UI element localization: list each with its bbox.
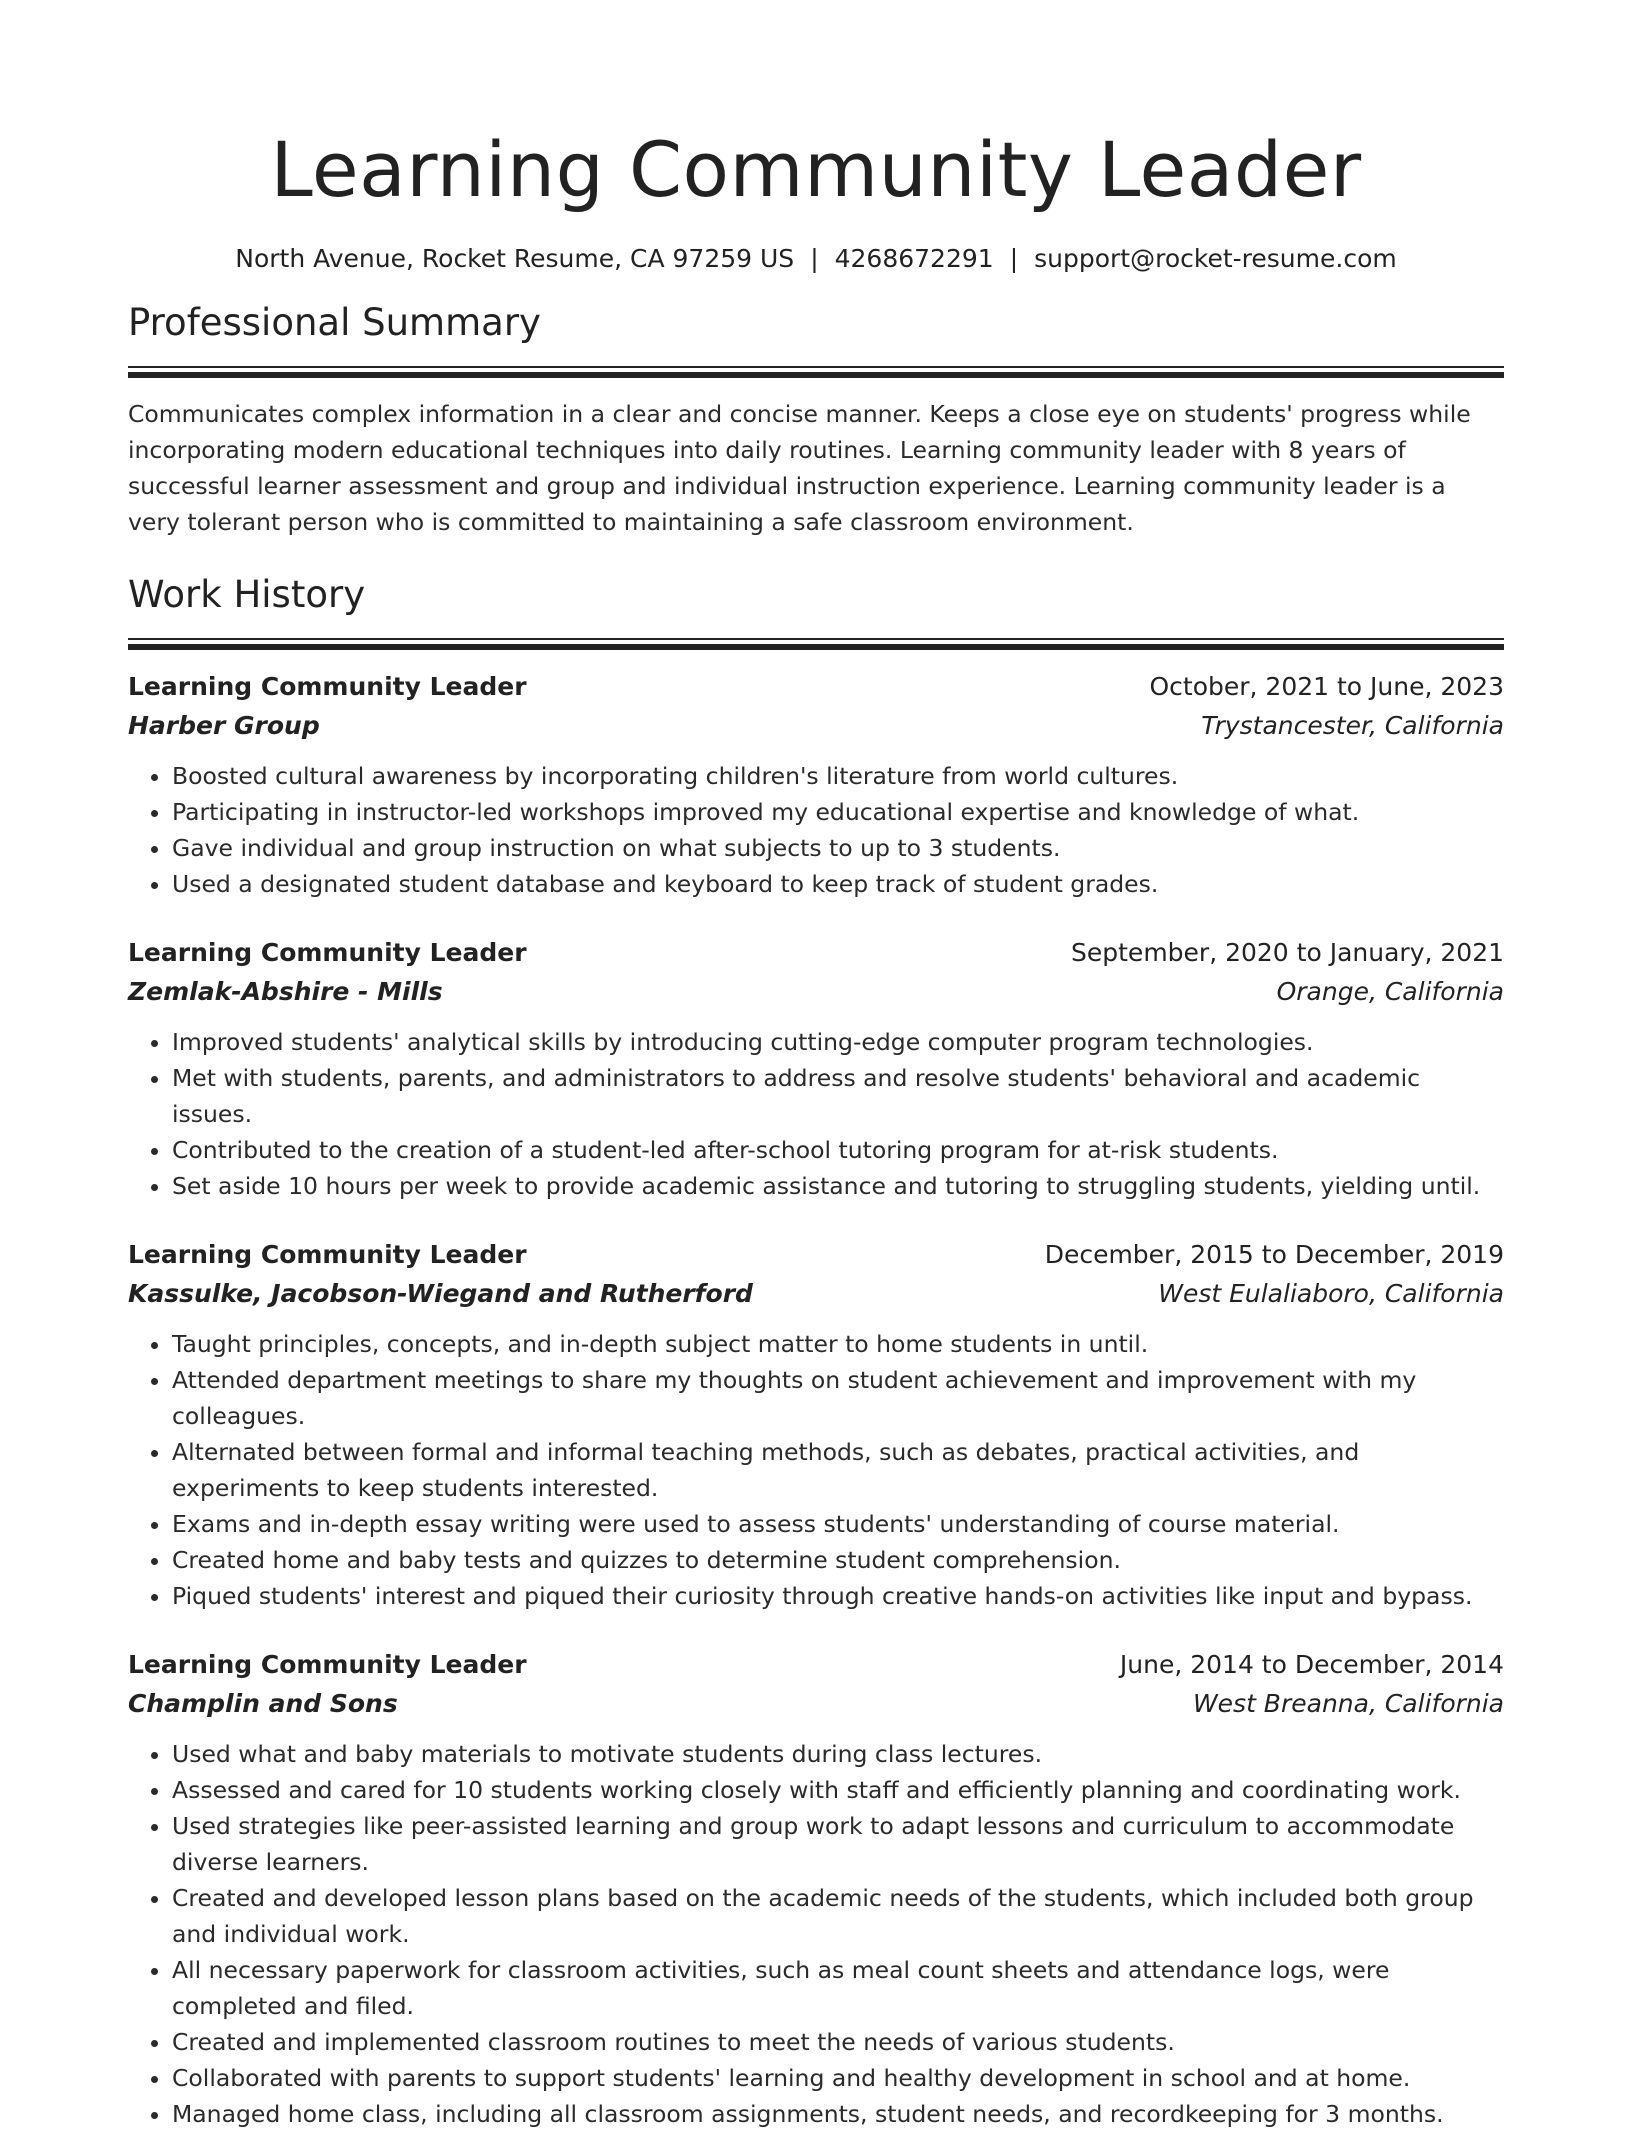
- resume-name: Learning Community Leader: [270, 125, 1362, 214]
- work-history-section: [128, 570, 1504, 2132]
- job-bullets: [128, 1326, 1504, 1614]
- section-title-summary: Professional Summary: [128, 301, 541, 344]
- job-title: Learning Community Leader: [128, 938, 527, 967]
- job-location: Trystancester, California: [1201, 711, 1504, 740]
- summary-text: Communicates complex information in a clear and concise manner. Keeps a close eye on students' progress while incorporating modern educational techniques into daily routines. Learning community leader with 8 years of successful learner assessment and group and individual instruction experience. Learning community leader is a very tolerant person who is committed to maintaining a safe classroom environment.: [128, 400, 1471, 536]
- job-entry: [128, 668, 1504, 902]
- job-dates: September, 2020 to January, 2021: [1071, 938, 1504, 967]
- job-bullet: • Created and implemented classroom routines to meet the needs of various students.: [172, 2024, 1504, 2060]
- job-company: Harber Group: [128, 711, 320, 740]
- job-entry: [128, 934, 1504, 1204]
- job-location: West Breanna, California: [1192, 1689, 1504, 1718]
- job-bullet: • Used strategies like peer-assisted learning and group work to adapt lessons and curriculum to accommodate diverse learners.: [172, 1808, 1504, 1880]
- job-bullets: [128, 758, 1504, 902]
- contact-email: support@rocket-resume.com: [1034, 244, 1397, 273]
- job-bullet: • Piqued students' interest and piqued their curiosity through creative hands-on activities like input and bypass.: [172, 1578, 1504, 1614]
- job-bullet: • Attended department meetings to share my thoughts on student achievement and improvement with my colleagues.: [172, 1362, 1504, 1434]
- contact-phone: 4268672291: [834, 244, 994, 273]
- job-bullet: • All necessary paperwork for classroom activities, such as meal count sheets and attendance logs, were completed and filed.: [172, 1952, 1504, 2024]
- job-bullet: • Gave individual and group instruction on what subjects to up to 3 students.: [172, 830, 1504, 866]
- contact-line: [128, 242, 1504, 276]
- contact-separator: |: [1009, 244, 1019, 273]
- job-company: Kassulke, Jacobson-Wiegand and Rutherford: [128, 1279, 753, 1308]
- job-location: Orange, California: [1276, 977, 1504, 1006]
- job-bullet: • Met with students, parents, and administrators to address and resolve students' behavioral and academic issues.: [172, 1060, 1504, 1132]
- job-title: Learning Community Leader: [128, 672, 527, 701]
- job-bullet: • Set aside 10 hours per week to provide academic assistance and tutoring to struggling students, yielding until.: [172, 1168, 1504, 1204]
- section-divider: [128, 638, 1504, 650]
- contact-address: North Avenue, Rocket Resume, CA 97259 US: [235, 244, 795, 273]
- job-bullets: [128, 1024, 1504, 1204]
- job-bullet: • Exams and in-depth essay writing were used to assess students' understanding of course material.: [172, 1506, 1504, 1542]
- job-title: Learning Community Leader: [128, 1240, 527, 1269]
- job-bullet: • Contributed to the creation of a student-led after-school tutoring program for at-risk students.: [172, 1132, 1504, 1168]
- summary-section: [128, 298, 1504, 540]
- job-company: Zemlak-Abshire - Mills: [128, 977, 443, 1006]
- job-company: Champlin and Sons: [128, 1689, 398, 1718]
- job-dates: June, 2014 to December, 2014: [1119, 1650, 1504, 1679]
- job-bullet: • Used what and baby materials to motivate students during class lectures.: [172, 1736, 1504, 1772]
- job-bullet: • Managed home class, including all classroom assignments, student needs, and recordkeeping for 3 months.: [172, 2096, 1504, 2132]
- job-bullet: • Improved students' analytical skills by introducing cutting-edge computer program technologies.: [172, 1024, 1504, 1060]
- job-bullet: • Created home and baby tests and quizzes to determine student comprehension.: [172, 1542, 1504, 1578]
- contact-separator: |: [810, 244, 819, 273]
- section-divider: [128, 366, 1504, 378]
- job-bullet: • Alternated between formal and informal teaching methods, such as debates, practical activities, and experiments to keep students interested.: [172, 1434, 1504, 1506]
- job-bullet: • Assessed and cared for 10 students working closely with staff and efficiently planning and coordinating work.: [172, 1772, 1504, 1808]
- resume-page: [128, 0, 1504, 2132]
- job-location: West Eulaliaboro, California: [1158, 1279, 1504, 1308]
- job-bullet: • Participating in instructor-led workshops improved my educational expertise and knowledge of what.: [172, 794, 1504, 830]
- job-bullet: • Boosted cultural awareness by incorporating children's literature from world cultures.: [172, 758, 1504, 794]
- section-title-work-history: Work History: [128, 573, 366, 616]
- job-dates: October, 2021 to June, 2023: [1149, 672, 1504, 701]
- job-bullet: • Created and developed lesson plans based on the academic needs of the students, which included both group and individual work.: [172, 1880, 1504, 1952]
- job-entry: [128, 1236, 1504, 1614]
- job-bullet: • Collaborated with parents to support students' learning and healthy development in school and at home.: [172, 2060, 1504, 2096]
- job-dates: December, 2015 to December, 2019: [1044, 1240, 1504, 1269]
- job-bullets: [128, 1736, 1504, 2132]
- job-entry: [128, 1646, 1504, 2132]
- job-bullet: • Taught principles, concepts, and in-depth subject matter to home students in until.: [172, 1326, 1504, 1362]
- job-title: Learning Community Leader: [128, 1650, 527, 1679]
- job-bullet: • Used a designated student database and keyboard to keep track of student grades.: [172, 866, 1504, 902]
